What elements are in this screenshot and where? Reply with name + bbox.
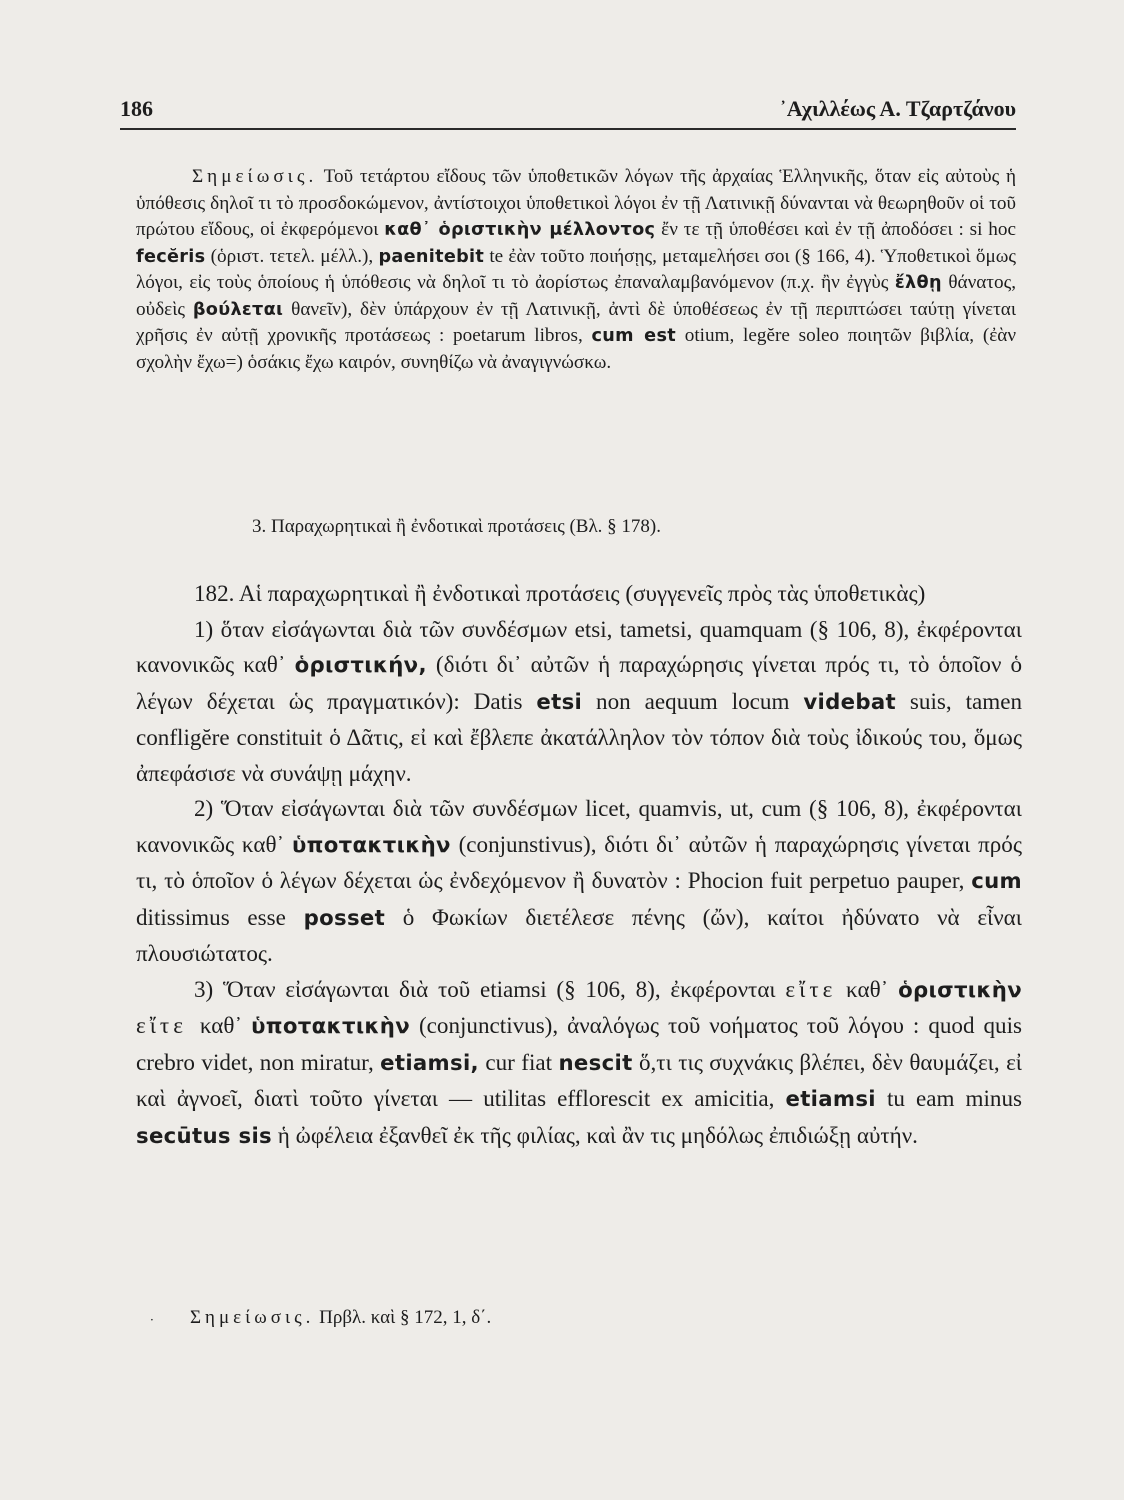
bold-term: καθ᾿ ὁριστικὴν μέλλοντος [384,220,656,240]
bold-term: videbat [803,689,896,715]
item-text: 3) Ὅταν εἰσάγωνται διὰ τοῦ etiamsi (§ 106, 8), ἐκφέρονται [194,975,786,1002]
item-text: suis, tamen confligĕre constituit ὁ Δᾶτις, εἰ καὶ ἔβλεπε ἀκατάλληλον τὸν τόπον διὰ τοὺς ἰδικούς του, ὅμως ἀπεφάσισε νὰ συνάψῃ μάχην. [136,687,1023,786]
item-text: (conjunstivus), διότι δι᾿ αὐτῶν ἡ παραχώρησις γίνεται πρός τι, τὸ ὁποῖον ὁ λέγων δέχεται ὡς ἐνδεχόμενον ἢ δυνατὸν : Phocion fuit perpetuo pauper, [136,830,1023,893]
bold-term: ὑποτακτικὴν [251,1014,410,1039]
item-text: tu eam minus [875,1085,1022,1111]
bold-term: secūtus sis [136,1123,272,1149]
list-item-3 [136,972,1022,1155]
note-text: otium, legĕre soleo ποιητῶν βιβλία, (ἐὰν σχολὴν ἔχω=) ὁσάκις ἔχω καιρόν, συνηθίζω νὰ ἀναγιγνώσκω. [136,325,1017,373]
bold-term: βούλεται [192,299,284,320]
note-text: Τοῦ τετάρτου εἴδους τῶν ὑποθετικῶν λόγων τῆς ἀρχαίας Ἑλληνικῆς, ὅταν εἰς αὐτοὺς ἡ ὑπόθεσις δηλοῖ τι τὸ προσδοκώμενον, ἀντίστοιχοι ὑποθετικοὶ λόγοι ἐν τῇ Λατινικῇ δύνανται νὰ θεωρηθοῦν οἱ τοῦ πρώτου εἴδους, οἱ ἐκφερόμενοι [136,166,1016,240]
spaced-word: εἴτε [136,1012,200,1038]
item-text: ὅ,τι τις συχνάκις βλέπει, δὲν θαυμάζει, εἰ καὶ ἀγνοεῖ, διατὶ τοῦτο γίνεται — utilitas efflorescit ex amicitia, [136,1048,1022,1111]
margin-dot: · [150,1313,154,1327]
bold-term: ὁριστικήν, [294,653,427,678]
list-item-2 [136,791,1022,972]
item-text: ὁ Φωκίων διετέλεσε πένης (ὤν), καίτοι ἠδύνατο νὰ εἶναι πλουσιώτατος. [136,903,1022,966]
bold-term: ὑποτακτικὴν [291,832,451,858]
note-text: te ἐὰν τοῦτο ποιήσῃς, μεταμελήσει σοι (§ 166, 4). Ὑποθετικοὶ ὅμως λόγοι, εἰς τοὺς ὁποίους ἡ ὑπόθεσις νὰ δηλοῖ τι τὸ ἀορίστως ἐπαναλαμβανόμενον (π.χ. ἢν ἐγγὺς [136,245,1016,293]
note-text: (ὁριστ. τετελ. μέλλ.), [205,245,379,267]
item-text: καθ᾿ [199,1012,252,1038]
paragraph-182 [136,576,1022,612]
section-heading: 3. Παραχωρητικαὶ ἢ ἐνδοτικαὶ προτάσεις (Βλ. § 178). [252,516,662,537]
bold-term: nescit [558,1050,633,1076]
bold-term: etiamsi [785,1087,876,1112]
note-text: θανεῖν), δὲν ὑπάρχουν ἐν τῇ Λατινικῇ, ἀντὶ δὲ ὑποθέσεως ἐν τῇ περιπτώσει ταύτῃ γίνεται χρῆσις ἐν αὐτῇ χρονικῆς προτάσεως : poetarum libros, [136,298,1017,346]
page-number: 186 [120,96,153,121]
item-text: 1) ὅταν εἰσάγωνται διὰ τῶν συνδέσμων etsi, tametsi, quamquam (§ 106, 8), ἐκφέρονται κανονικῶς καθ᾿ [136,615,1022,677]
bold-term: etsi [536,689,583,715]
note-label: Σημείωσις. [192,166,318,187]
main-text [136,576,1022,1154]
note-text: ἔν τε τῇ ὑποθέσει καὶ ἐν τῇ ἀποδόσει : si hoc [655,219,1016,240]
spaced-word: εἴτε [785,975,837,1002]
list-item-1 [136,612,1022,792]
item-text: ditissimus esse [136,903,304,930]
item-text: (conjunctivus), ἀναλόγως τοῦ νοήματος τοῦ λόγου : quod quis crebro videt, non miratur, [136,1012,1022,1075]
page-header [120,96,1016,130]
running-head-author: ᾿Αχιλλέως Α. Τζαρτζάνου [779,96,1016,121]
item-text: 2) Ὅταν εἰσάγωνται διὰ τῶν συνδέσμων licet, quamvis, ut, cum (§ 106, 8), ἐκφέρονται κανονικῶς καθ᾿ [136,795,1022,857]
bold-term: ἔλθῃ [894,273,942,293]
paragraph-text: Αἱ παραχωρητικαὶ ἢ ἐνδοτικαὶ προτάσεις (συγγενεῖς πρὸς τὰς ὑποθετικὰς) [234,580,926,606]
bold-term: cum [971,869,1022,894]
bold-term: ὁριστικὴν [898,977,1022,1003]
bold-term: posset [303,905,386,931]
bold-term: paenitebit [378,246,485,267]
item-text: non aequum locum [582,687,804,714]
note-text: θάνατος, οὐδεὶς [136,272,1016,320]
bold-term: etiamsi, [380,1050,479,1076]
bold-term: fecĕris [136,246,206,267]
note-label: Σημείωσις. [190,1307,315,1328]
note-text: Πρβλ. καὶ § 172, 1, δ΄. [314,1307,492,1328]
note-paragraph [136,164,1016,376]
item-text: καθ᾿ [836,975,899,1002]
item-text: (διότι δι᾿ αὐτῶν ἡ παραχώρησις γίνεται πρός τι, τὸ ὁποῖον ὁ λέγων δέχεται ὡς πραγματικόν): Datis [136,651,1022,714]
paragraph-number: 182. [194,580,235,606]
closing-note [190,1307,491,1329]
bold-term: cum est [591,326,677,346]
item-text: ἡ ὠφέλεια ἐξανθεῖ ἐκ τῆς φιλίας, καὶ ἂν τις μηδόλως ἐπιδιώξῃ αὐτήν. [272,1121,918,1148]
item-text: cur fiat [478,1048,559,1075]
